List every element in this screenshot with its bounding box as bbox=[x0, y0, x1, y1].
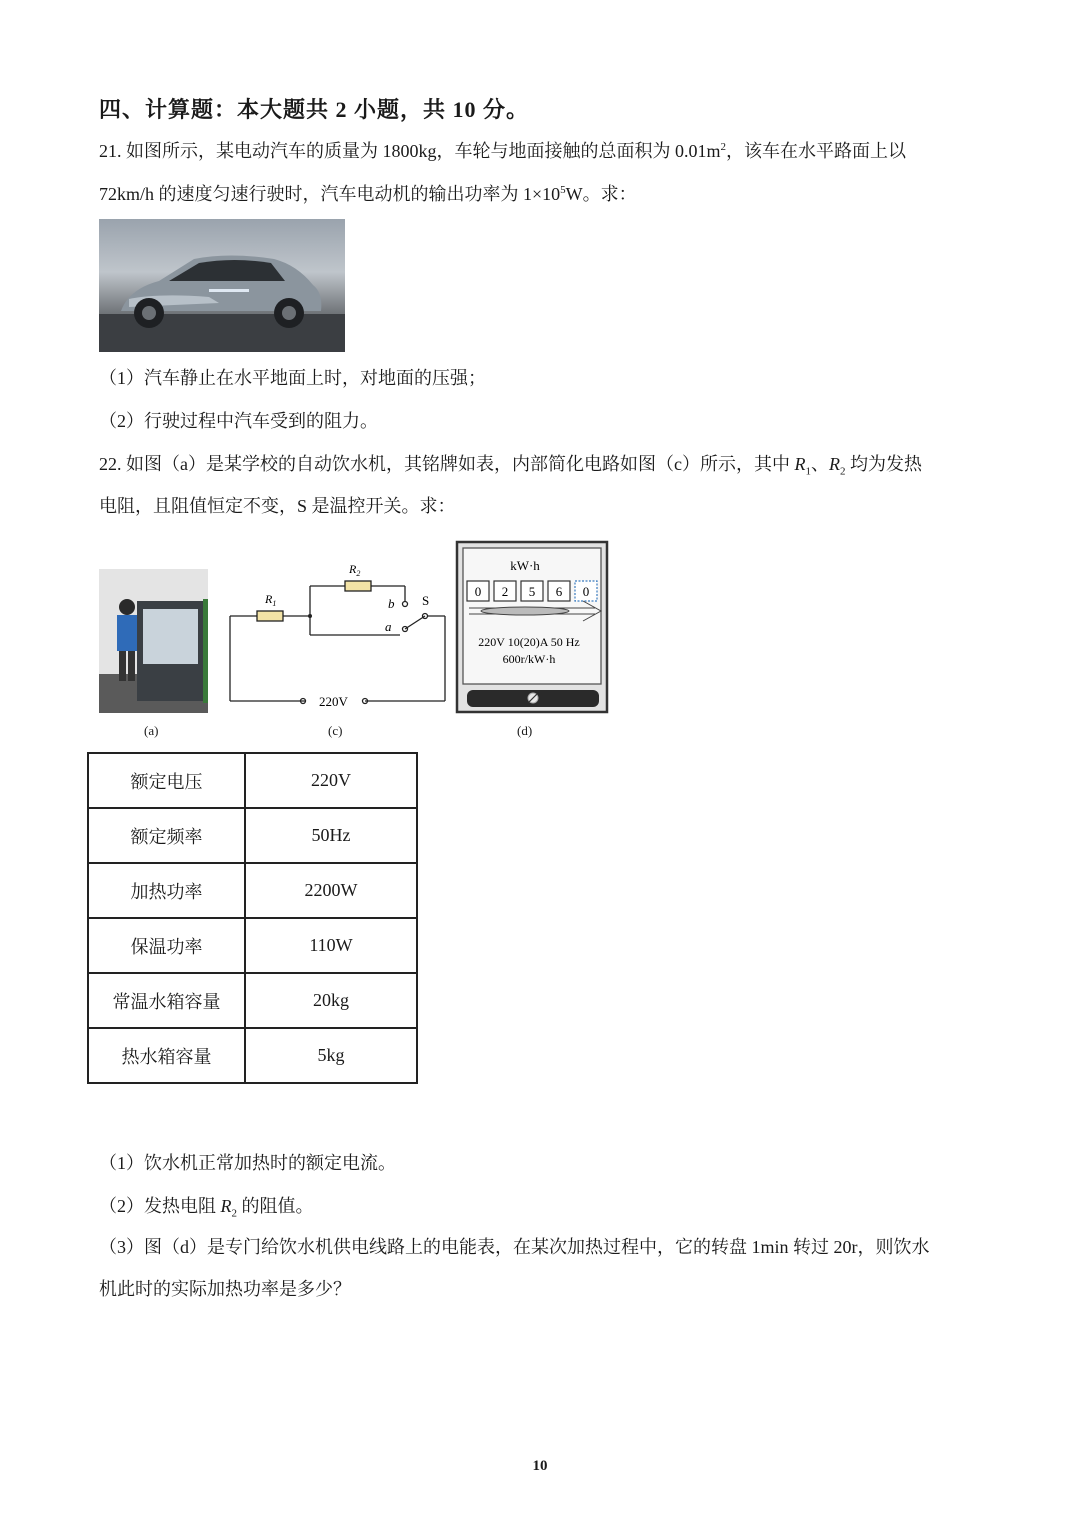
table-row bbox=[88, 808, 417, 863]
spec-value: 5kg bbox=[245, 1028, 417, 1083]
nameplate-table bbox=[87, 752, 418, 1084]
spec-value: 2200W bbox=[245, 863, 417, 918]
switch-s-label: S bbox=[422, 593, 430, 608]
meter-digit: 6 bbox=[555, 584, 563, 599]
meter-digit: 0 bbox=[474, 584, 482, 599]
q22-line-1: 22. 如图（a）是某学校的自动饮水机，其铭牌如表，内部简化电路如图（c）所示，其中 $R_1$、$R_2$ 均为发热 bbox=[99, 454, 922, 478]
q21-line-2: 72km/h 的速度匀速行驶时，汽车电动机的输出功率为 $1\times 10^5W$。求： bbox=[99, 184, 637, 204]
table-row bbox=[88, 973, 417, 1028]
meter-spec-line-1: 220V 10(20)A 50 Hz bbox=[478, 635, 580, 649]
spec-key: 额定频率 bbox=[88, 808, 245, 863]
figure-d-caption: (d) bbox=[517, 723, 533, 738]
table-row bbox=[88, 863, 417, 918]
energy-meter bbox=[455, 540, 610, 715]
table-row bbox=[88, 753, 417, 808]
spec-key: 额定电压 bbox=[88, 753, 245, 808]
q22-sub-3-line-1: （3）图（d）是专门给饮水机供电线路上的电能表，在某次加热过程中，它的转盘 1min 转过 20r，则饮水 bbox=[99, 1237, 930, 1257]
circuit-diagram bbox=[225, 555, 455, 715]
r1-label: $R_1$ bbox=[265, 592, 277, 608]
figure-a-caption: (a) bbox=[144, 723, 159, 738]
q22-line-2: 电阻，且阻值恒定不变，S 是温控开关。求： bbox=[99, 496, 456, 516]
q22-sub-1: （1）饮水机正常加热时的额定电流。 bbox=[99, 1153, 396, 1173]
q21-sub-1: （1）汽车静止在水平地面上时，对地面的压强； bbox=[99, 368, 486, 388]
figure-c-caption: (c) bbox=[328, 723, 343, 738]
meter-digit-row bbox=[467, 581, 597, 601]
table-row bbox=[88, 918, 417, 973]
spec-value: 110W bbox=[245, 918, 417, 973]
q22-sub-3-line-2: 机此时的实际加热功率是多少？ bbox=[99, 1279, 351, 1299]
q21-sub-2: （2）行驶过程中汽车受到的阻力。 bbox=[99, 411, 378, 431]
meter-screw-icon bbox=[528, 693, 538, 703]
spec-key: 加热功率 bbox=[88, 863, 245, 918]
r2-label: $R_2$ bbox=[349, 562, 361, 578]
spec-key: 保温功率 bbox=[88, 918, 245, 973]
spec-value: 220V bbox=[245, 753, 417, 808]
water-dispenser-photo bbox=[99, 569, 208, 713]
contact-b-label: b bbox=[388, 596, 395, 611]
table-row bbox=[88, 1028, 417, 1083]
spec-value: 50Hz bbox=[245, 808, 417, 863]
meter-spec-line-2: 600r/kW·h bbox=[502, 652, 556, 666]
q22-sub-2: （2）发热电阻 $R_2$ 的阻值。 bbox=[99, 1196, 314, 1220]
page-number: 10 bbox=[532, 1458, 548, 1474]
meter-unit: kW·h bbox=[510, 558, 540, 573]
section-title: 四、计算题：本大题共 2 小题，共 10 分。 bbox=[99, 97, 530, 122]
meter-digit: 0 bbox=[582, 584, 590, 599]
meter-digit: 5 bbox=[528, 584, 536, 599]
electric-car-photo bbox=[99, 219, 345, 352]
meter-digit: 2 bbox=[501, 584, 509, 599]
q21-line-1: 21. 如图所示，某电动汽车的质量为 1800kg，车轮与地面接触的总面积为 $0.01m^2$，该车在水平路面上以 bbox=[99, 141, 906, 161]
spec-key: 常温水箱容量 bbox=[88, 973, 245, 1028]
contact-a-label: a bbox=[385, 619, 392, 634]
spec-value: 20kg bbox=[245, 973, 417, 1028]
supply-voltage-label: 220V bbox=[319, 694, 348, 709]
spec-key: 热水箱容量 bbox=[88, 1028, 245, 1083]
